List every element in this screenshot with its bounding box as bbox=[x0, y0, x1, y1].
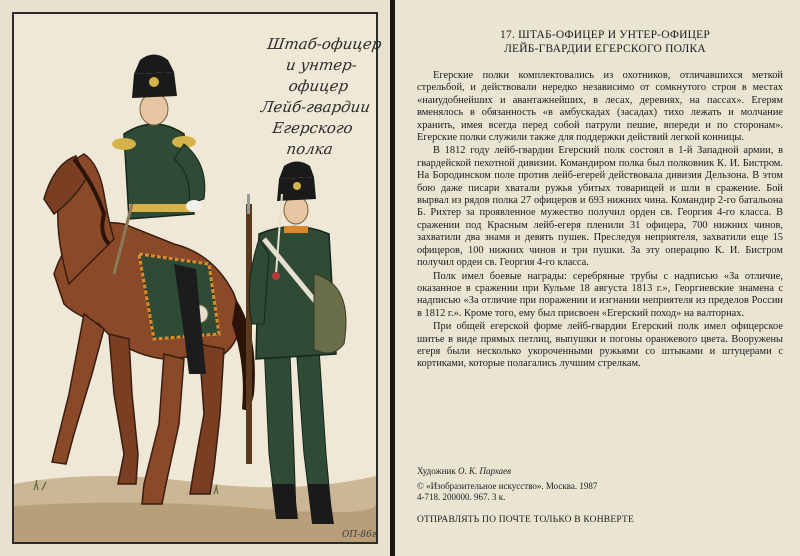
paragraph: Егерские полки комплектовались из охотников, отличавшихся меткой стрельбой, и действовали нередко независимо от сомкнутого строя в местах «наиудобнейших и авантажнейших, в лесах, деревнях, на пассах». Егерям вменялось в обязанность «в амбускадах (засадах) тихо лежать и молчание хранить, имея всегда перед собой патрули пешие, впереди и по сторонам». Егерские полки служили также для поддержки действий легкой конницы. bbox=[417, 70, 783, 144]
nco-figure bbox=[246, 162, 346, 525]
illustration-card bbox=[0, 0, 390, 556]
artist-signature: ОП-86г bbox=[342, 530, 377, 540]
paragraph: В 1812 году лейб-гвардии Егерский полк состоял в 1-й Западной армии, в гвардейской пехотной дивизии. Командиром полка был полковник К. И. Бистром. На Бородинском поле против лейб-егерей действовала дивизия Дельзона. В этом бою даже писари хватали ружья убитых товарищей и шли в сражение. Бой вырвал из рядов полка 27 офицеров и 693 нижних чина. Командир 2-го батальона Б. Рихтер за проявленное мужество получил орден св. Георгия 4-го класса. В сражении под Красным лейб-егеря пленили 31 офицера, 700 нижних чинов, захватили два знамя и девять пушек. Преследуя неприятеля, захватили еще 15 офицеров, 100 нижних чинов и три пушки. За эту операцию К. И. Бистром получил орден св. Георгия 4-го класса. bbox=[417, 145, 783, 269]
print-code: 4-718. 200000. 967. 3 к. bbox=[417, 492, 506, 502]
illustration-title: Штаб-офицер и унтер-офицер Лейб-гвардии Егерского полка bbox=[259, 35, 383, 158]
text-card bbox=[395, 0, 800, 556]
paragraph: При общей егерской форме лейб-гвардии Егерский полк имел офицерское шитье в виде прямых петлиц, выпушки и погоны оранжевого цвета. Вооружены егеря были несколько укороченными ружьями со штыками и штуцерами с кортиками, которые полагались лучшим стрелкам. bbox=[417, 321, 783, 370]
artist-name: О. К. Пархаев bbox=[457, 466, 512, 476]
illustration-frame bbox=[12, 12, 383, 544]
card-title: 17. ШТАБ-ОФИЦЕР И УНТЕР-ОФИЦЕР ЛЕЙБ-ГВАРДИИ ЕГЕРСКОГО ПОЛКА bbox=[500, 29, 710, 55]
card-footer bbox=[417, 466, 783, 526]
mail-note: ОТПРАВЛЯТЬ ПО ПОЧТЕ ТОЛЬКО В КОНВЕРТЕ bbox=[417, 515, 634, 525]
artist-credit bbox=[417, 466, 783, 477]
card-body bbox=[417, 70, 783, 372]
artist-label: Художник bbox=[417, 466, 456, 476]
publisher-line: © «Изобразительное искусство». Москва. 1987 bbox=[417, 481, 598, 491]
paragraph: Полк имел боевые награды: серебряные трубы с надписью «За отличие, оказанное в сражении при Кульме 18 августа 1813 г.», Георгиевские знамена с надписью «За отличие при поражении и изгнании неприятеля из пределов России в 1812 г.». Кроме того, ему был присвоен «Егерский поход» на валторнах. bbox=[417, 270, 783, 319]
